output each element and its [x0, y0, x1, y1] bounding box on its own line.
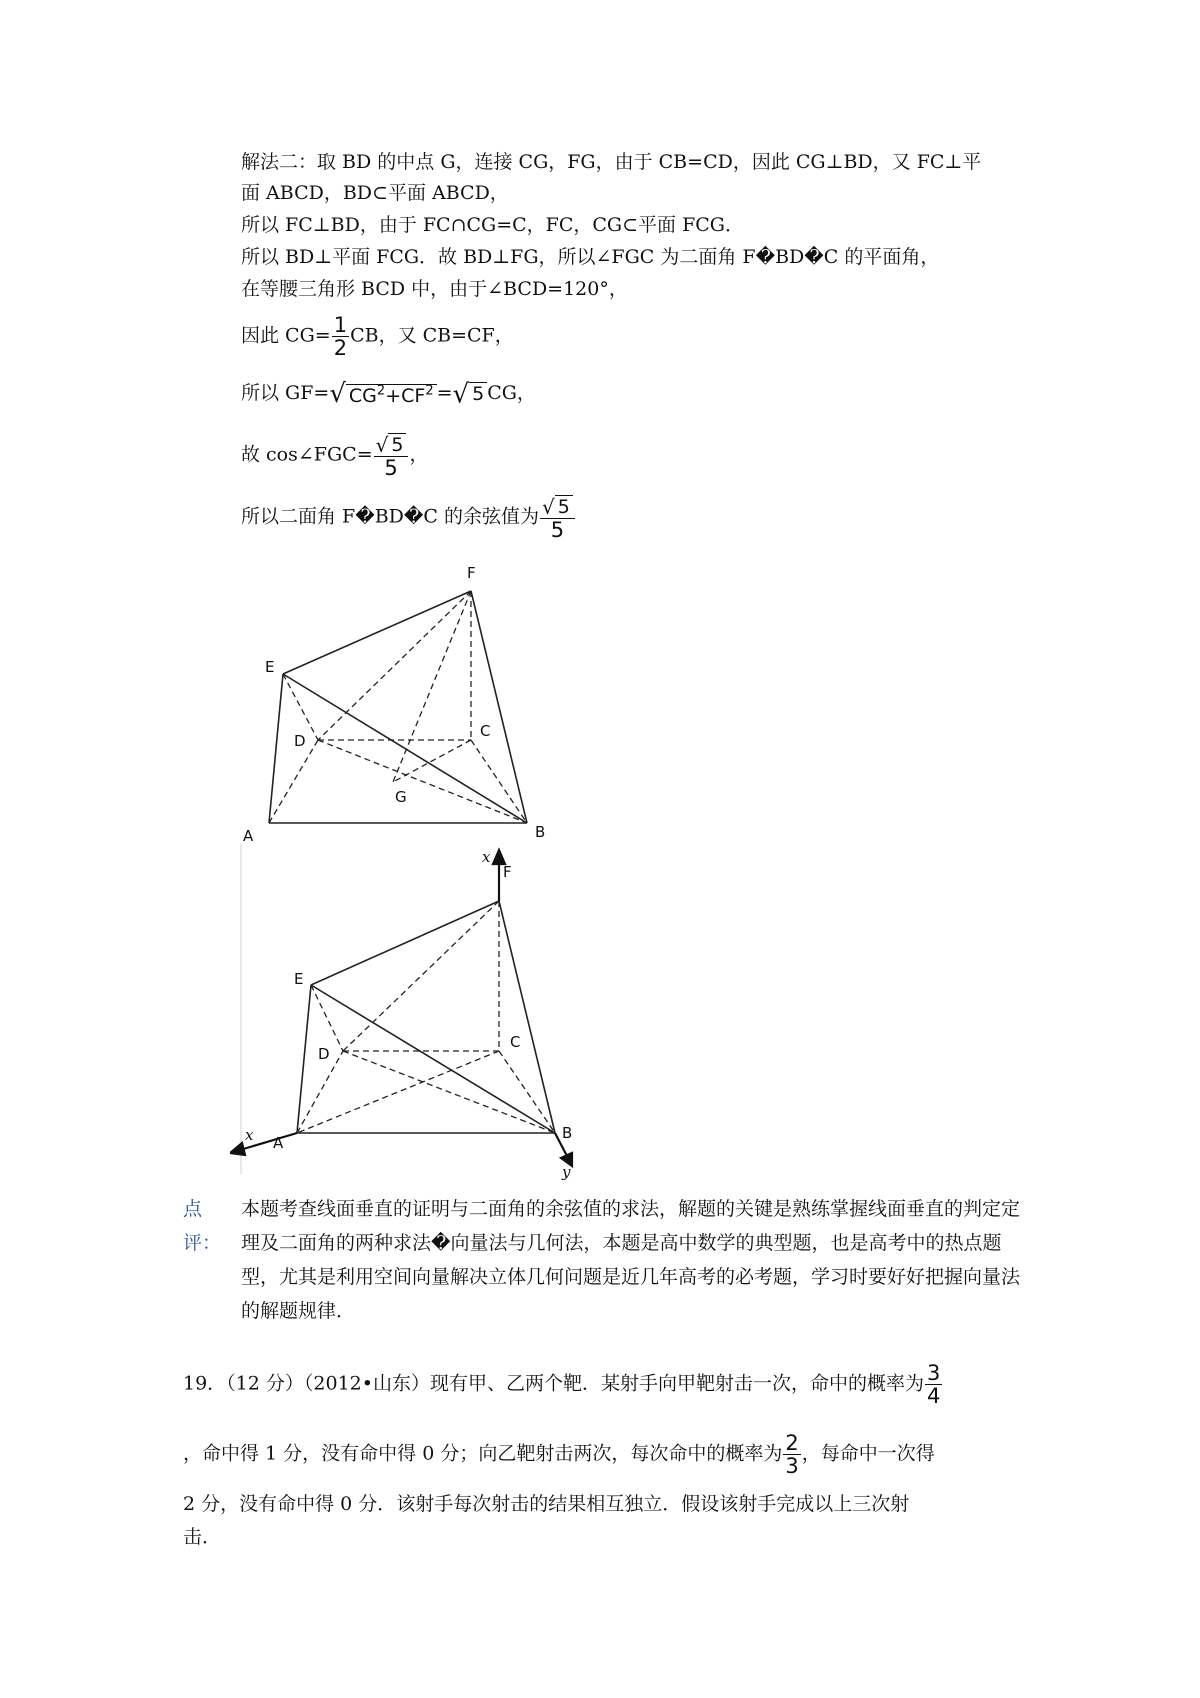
solution-line-8: 故 cos∠FGC= $\frac{√ 5}{5}$ ，: [241, 432, 429, 480]
axis-label-x: x: [245, 1126, 254, 1144]
geometry-figure-1: [230, 555, 570, 845]
label-A: A: [243, 827, 254, 845]
fraction-sqrt5-over-5: $\frac{√ 5}{5}$: [374, 432, 409, 479]
probability-two-thirds: $\frac{2}{3}$: [785, 1431, 799, 1478]
edge-AE: [269, 674, 283, 823]
label-B: B: [535, 823, 546, 841]
label-A: A: [273, 1134, 284, 1152]
label-E: E: [294, 970, 304, 988]
label-F: F: [503, 863, 512, 881]
axis-label-y: y: [562, 1163, 571, 1181]
label-D: D: [318, 1045, 330, 1063]
solution-line-4: 所以 BD⊥平面 FCG．故 BD⊥FG，所以∠FGC 为二面角 F�BD�C 的平面角，: [241, 246, 940, 268]
question19-line-2: ，命中得 1 分，没有命中得 0 分；向乙靶射击两次，每次命中的概率为 $\frac{2}{3}$ ，每命中一次得: [183, 1431, 935, 1478]
solution-line-9: 所以二面角 F�BD�C 的余弦值为 $\frac{√ 5}{5}$: [241, 494, 576, 541]
sqrt-expression: √ $CG^2+CF^2$: [329, 380, 436, 408]
probability-three-quarters: $\frac{3}{4}$: [926, 1361, 941, 1408]
solution-line-6: 因此 CG= $\frac{1}{2}$ CB，又 CB=CF，: [241, 313, 514, 360]
label-G: G: [395, 788, 407, 806]
solution-line-5: 在等腰三角形 BCD 中，由于∠BCD=120°，: [241, 278, 628, 300]
fraction-one-half: $\frac{1}{2}$: [333, 313, 348, 360]
label-C: C: [510, 1033, 521, 1051]
sqrt-five: √ 5: [453, 382, 488, 407]
question19-line-1: 19．（12 分）（2012•山东）现有甲、乙两个靶．某射手向甲靶射击一次，命中的概率为 $\frac{3}{4}$: [183, 1361, 941, 1408]
solution-line-2: 面 ABCD，BD⊂平面 ABCD，: [241, 182, 509, 204]
edge-FB: [471, 591, 527, 823]
fraction-answer: $\frac{√ 5}{5}$: [540, 494, 575, 541]
label-E: E: [265, 658, 275, 676]
question19-line-3: 2 分，没有命中得 0 分．该射手每次射击的结果相互独立．假设该射手完成以上三次射: [183, 1493, 910, 1515]
solution-line-3: 所以 FC⊥BD，由于 FC∩CG=C，FC，CG⊂平面 FCG．: [241, 214, 744, 236]
label-C: C: [480, 722, 491, 740]
question19-line-4: 击．: [183, 1526, 222, 1548]
comment-tag-2: 评：: [183, 1232, 222, 1254]
solution-line-7: 所以 GF=√ $CG^2+CF^2$ =√ 5 CG，: [241, 379, 536, 410]
geometry-figure-2: [230, 842, 610, 1182]
axis-label-top: x: [482, 848, 491, 866]
comment-tag-1: 点: [183, 1198, 203, 1220]
label-D: D: [294, 732, 306, 750]
comment-text: 本题考查线面垂直的证明与二面角的余弦值的求法，解题的关键是熟练掌握线面垂直的判定定理及二面角的两种求法�向量法与几何法，本题是高中数学的典型题，也是高考中的热点题型，尤其是利用空间向量解决立体几何问题是近几年高考的必考题，学习时要好好把握向量法的解题规律．: [241, 1198, 1021, 1322]
label-B: B: [562, 1124, 573, 1142]
label-F: F: [467, 564, 476, 582]
solution-line-1: 解法二：取 BD 的中点 G，连接 CG，FG，由于 CB=CD，因此 CG⊥BD，又 FC⊥平: [241, 151, 982, 173]
